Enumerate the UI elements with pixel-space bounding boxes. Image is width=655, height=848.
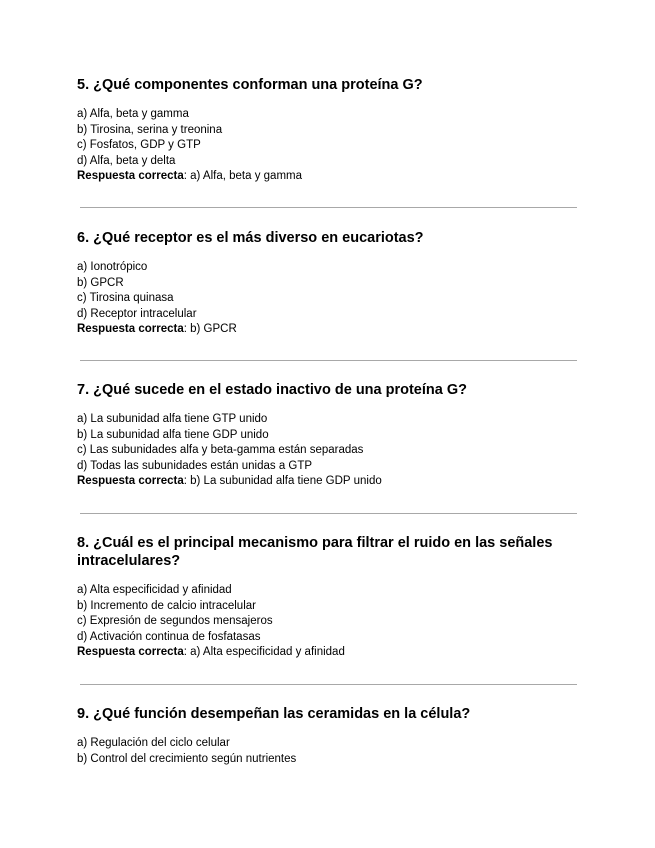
option-d: d) Receptor intracelular [77,307,197,320]
option-b: b) GPCR [77,276,124,289]
question-5 [77,76,577,185]
question-title: 8. ¿Cuál es el principal mecanismo para filtrar el ruido en las señales intracelulares? [77,535,553,569]
answer-value: : b) La subunidad alfa tiene GDP unido [183,475,382,487]
divider [80,207,577,208]
option-d: d) Alfa, beta y delta [77,154,176,167]
option-c: c) Expresión de segundos mensajeros [77,615,273,627]
correct-answer [77,169,577,185]
option-a: a) Regulación del ciclo celular [77,737,230,749]
options-list [77,107,577,169]
question-6 [77,229,577,338]
question-title: 6. ¿Qué receptor es el más diverso en eucariotas? [77,230,424,246]
question-title: 5. ¿Qué componentes conforman una proteína G? [77,77,423,93]
option-a: a) Alfa, beta y gamma [77,108,189,120]
divider [80,684,577,685]
options-list [77,736,577,767]
option-b: b) Incremento de calcio intracelular [77,599,256,612]
option-c: c) Fosfatos, GDP y GTP [77,139,201,151]
answer-label: Respuesta correcta [77,323,184,335]
option-d: d) Todas las subunidades están unidas a GTP [77,459,313,472]
option-b: b) La subunidad alfa tiene GDP unido [77,428,269,441]
correct-answer [77,645,577,661]
option-b: b) Control del crecimiento según nutrientes [77,752,297,765]
options-list [77,583,577,645]
divider [80,513,577,514]
question-9 [77,705,577,767]
answer-value: : b) GPCR [183,323,237,335]
option-a: a) Ionotrópico [77,261,148,273]
question-title: 7. ¿Qué sucede en el estado inactivo de una proteína G? [77,382,467,398]
answer-label: Respuesta correcta [77,475,184,487]
answer-value: : a) Alfa, beta y gamma [183,170,303,182]
answer-label: Respuesta correcta [77,170,184,182]
options-list [77,260,577,322]
option-c: c) Las subunidades alfa y beta-gamma están separadas [77,444,364,456]
question-7 [77,381,577,490]
option-d: d) Activación continua de fosfatasas [77,630,261,643]
correct-answer [77,322,577,338]
correct-answer [77,474,577,490]
question-title: 9. ¿Qué función desempeñan las ceramidas en la célula? [77,706,471,722]
divider [80,360,577,361]
answer-value: : a) Alta especificidad y afinidad [183,646,345,658]
option-a: a) La subunidad alfa tiene GTP unido [77,413,268,425]
option-c: c) Tirosina quinasa [77,292,174,304]
question-8 [77,534,577,661]
option-a: a) Alta especificidad y afinidad [77,584,232,596]
option-b: b) Tirosina, serina y treonina [77,123,223,136]
answer-label: Respuesta correcta [77,646,184,658]
options-list [77,412,577,474]
